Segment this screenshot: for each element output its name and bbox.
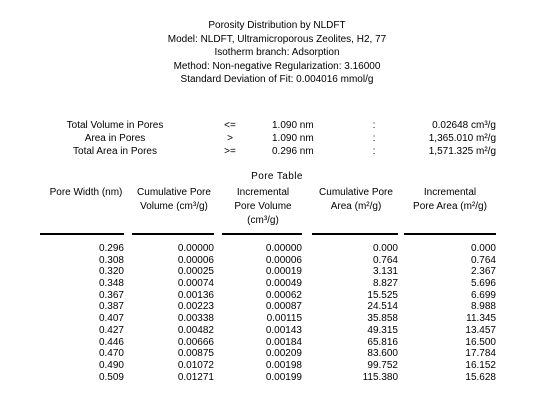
summary-colon: : (372, 133, 376, 144)
summary-row (0, 132, 554, 145)
cell-incremental-volume: 0.00115 (266, 313, 302, 325)
cell-cumulative-area: 35.858 (367, 313, 398, 325)
summary-row (0, 119, 554, 132)
table-row (0, 243, 554, 255)
summary-label: Area in Pores (84, 133, 146, 144)
cell-incremental-area: 17.784 (465, 348, 496, 360)
cell-pore-width: 0.320 (98, 266, 124, 278)
cell-incremental-area: 0.000 (470, 243, 496, 254)
summary-result: 1,365.010 m²/g (428, 133, 496, 144)
cell-cumulative-area: 15.525 (367, 289, 398, 301)
column-header-cumulative-volume: Cumulative Pore Volume (cm³/g) (137, 187, 211, 212)
cell-incremental-volume: 0.00087 (265, 301, 302, 313)
summary-limit: 1.090 nm (272, 120, 314, 131)
cell-cumulative-volume: 0.00025 (177, 266, 214, 278)
cell-pore-width: 0.446 (98, 336, 124, 348)
table-row (0, 255, 554, 267)
header-rule (40, 233, 124, 235)
cell-incremental-volume: 0.00062 (265, 289, 302, 301)
cell-pore-width: 0.296 (98, 243, 124, 254)
cell-cumulative-area: 0.764 (372, 254, 398, 266)
summary-block (0, 119, 554, 158)
isotherm-branch-line: Isotherm branch: Adsorption (214, 47, 340, 58)
cell-incremental-volume: 0.00184 (265, 336, 302, 348)
cell-cumulative-area: 99.752 (367, 359, 398, 371)
summary-result: 1,571.325 m²/g (428, 146, 496, 157)
cell-incremental-volume: 0.00209 (265, 348, 302, 360)
table-row (0, 372, 554, 384)
report-title: Porosity Distribution by NLDFT (208, 20, 346, 31)
cell-incremental-volume: 0.00198 (265, 359, 302, 371)
cell-incremental-volume: 0.00049 (265, 278, 302, 290)
pore-table-title: Pore Table (251, 171, 303, 182)
table-row (0, 348, 554, 360)
cell-cumulative-volume: 0.00223 (177, 301, 214, 313)
cell-incremental-area: 11.345 (466, 313, 496, 325)
header-rule (132, 233, 214, 235)
header-rule (312, 233, 398, 235)
cell-incremental-area: 2.367 (470, 266, 496, 278)
method-line: Method: Non-negative Regularization: 3.16000 (173, 60, 381, 72)
cell-incremental-area: 6.699 (470, 289, 496, 301)
std-deviation-line: Standard Deviation of Fit: 0.004016 mmol/g (180, 74, 374, 85)
cell-incremental-volume: 0.00143 (265, 324, 302, 336)
table-row (0, 278, 554, 290)
summary-colon: : (372, 146, 376, 157)
cell-cumulative-area: 0.000 (372, 243, 398, 254)
table-row (0, 337, 554, 349)
cell-cumulative-volume: 0.01072 (177, 359, 214, 371)
column-header-pore-width: Pore Width (nm) (49, 187, 123, 198)
cell-cumulative-area: 3.131 (372, 266, 398, 278)
cell-cumulative-area: 8.827 (372, 278, 398, 290)
cell-incremental-area: 15.628 (465, 371, 496, 383)
cell-incremental-volume: 0.00199 (265, 371, 302, 383)
table-row (0, 266, 554, 278)
summary-operator: >= (224, 146, 236, 157)
cell-pore-width: 0.348 (98, 278, 124, 290)
cell-cumulative-volume: 0.00338 (177, 313, 214, 325)
cell-cumulative-area: 115.380 (362, 371, 398, 383)
cell-pore-width: 0.308 (98, 254, 124, 266)
table-row (0, 313, 554, 325)
summary-limit: 1.090 nm (272, 133, 314, 144)
summary-row (0, 145, 554, 158)
cell-incremental-area: 8.988 (470, 301, 496, 313)
cell-cumulative-area: 24.514 (367, 301, 398, 313)
cell-incremental-area: 13.457 (465, 324, 496, 336)
cell-pore-width: 0.367 (98, 289, 124, 301)
header-rule (222, 233, 302, 235)
summary-colon: : (372, 120, 376, 131)
cell-pore-width: 0.427 (98, 324, 124, 336)
cell-cumulative-volume: 0.01271 (177, 371, 214, 383)
table-row (0, 301, 554, 313)
cell-pore-width: 0.509 (98, 371, 124, 383)
table-row (0, 325, 554, 337)
cell-incremental-area: 16.500 (465, 336, 496, 348)
cell-pore-width: 0.387 (98, 301, 124, 313)
cell-cumulative-area: 49.315 (367, 324, 398, 336)
summary-result: 0.02648 cm³/g (432, 120, 496, 131)
column-header-incremental-volume: Incremental Pore Volume (cm³/g) (234, 187, 292, 226)
cell-cumulative-volume: 0.00666 (177, 336, 214, 348)
cell-cumulative-area: 83.600 (367, 348, 398, 360)
summary-limit: 0.296 nm (272, 146, 314, 157)
cell-cumulative-volume: 0.00136 (177, 289, 214, 301)
report-header (0, 19, 554, 87)
summary-operator: > (227, 133, 233, 144)
cell-cumulative-volume: 0.00875 (177, 348, 214, 360)
cell-incremental-volume: 0.00000 (265, 243, 302, 254)
cell-pore-width: 0.490 (98, 359, 124, 371)
cell-incremental-volume: 0.00019 (265, 266, 302, 278)
cell-incremental-area: 5.696 (470, 278, 496, 290)
model-line: Model: NLDFT, Ultramicroporous Zeolites, H2, 77 (167, 33, 387, 45)
column-header-incremental-area: Incremental Pore Area (m²/g) (413, 187, 487, 212)
summary-operator: <= (224, 120, 236, 131)
cell-incremental-area: 16.152 (465, 359, 496, 371)
header-rule (404, 233, 496, 235)
cell-cumulative-volume: 0.00000 (177, 243, 214, 254)
summary-label: Total Volume in Pores (66, 120, 164, 131)
cell-incremental-volume: 0.00006 (265, 254, 302, 266)
cell-incremental-area: 0.764 (470, 254, 496, 266)
column-header-cumulative-area: Cumulative Pore Area (m²/g) (319, 187, 393, 212)
cell-cumulative-volume: 0.00006 (177, 254, 214, 266)
summary-label: Total Area in Pores (73, 146, 157, 157)
table-row (0, 360, 554, 372)
cell-cumulative-volume: 0.00074 (177, 278, 214, 290)
cell-pore-width: 0.470 (98, 348, 124, 360)
pore-table-body (0, 243, 554, 383)
cell-cumulative-volume: 0.00482 (177, 324, 214, 336)
table-row (0, 290, 554, 302)
cell-pore-width: 0.407 (98, 313, 124, 325)
cell-cumulative-area: 65.816 (367, 336, 398, 348)
